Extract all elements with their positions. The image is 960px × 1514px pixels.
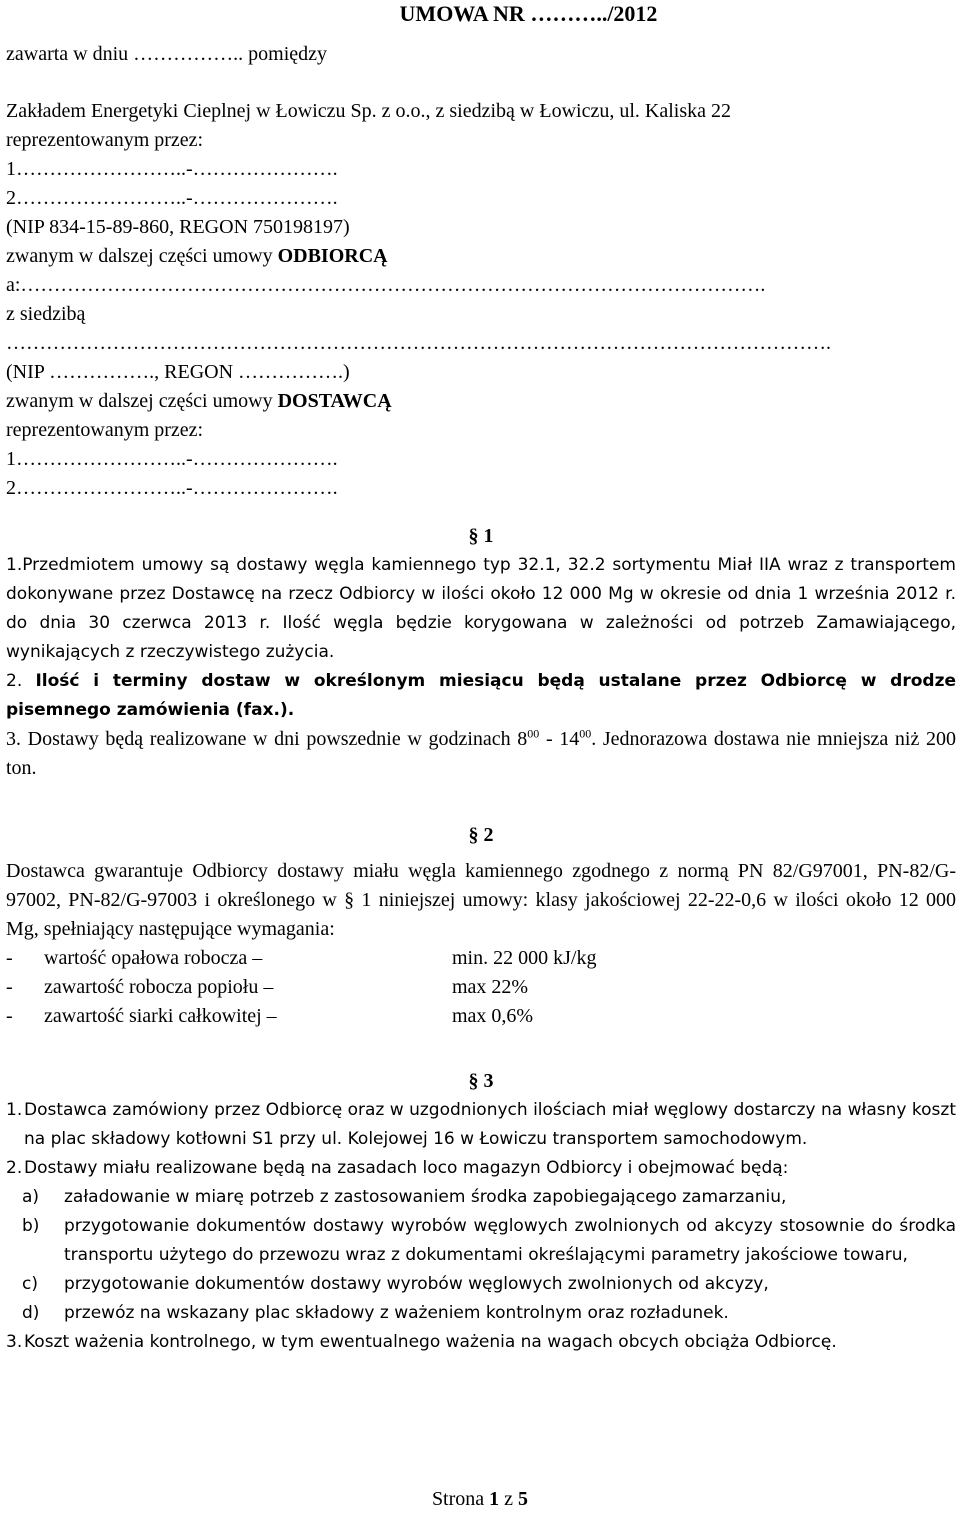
section-3-subitem	[6, 1212, 956, 1270]
subitem-text: przygotowanie dokumentów dostawy wyrobów węglowych zwolnionych od akcyzy stosownie do środka transportu użytego do przewozu wraz z dokumentami określającymi parametry jakościowe towaru,	[64, 1216, 956, 1265]
document-page	[6, 0, 956, 1357]
section-3-paragraph-3	[6, 1328, 956, 1357]
requirement-row	[6, 1002, 956, 1031]
buyer-role-text: zwanym w dalszej części umowy	[6, 245, 278, 267]
paragraph-text: Dostawy miału realizowane będą na zasadach loco magazyn Odbiorcy i obejmować będą:	[24, 1158, 789, 1178]
section-3-subitem	[6, 1299, 956, 1328]
section-1-paragraph-3-text-c: . Jednorazowa dostawa nie mniejsza niż 200 ton.	[6, 728, 956, 779]
list-dash: -	[6, 1005, 13, 1027]
list-dash: -	[6, 947, 13, 969]
supplier-name-line: a:………………………………………………………………………………………………….	[6, 274, 766, 296]
paragraph-number: 3.	[6, 1332, 23, 1352]
supplier-representative-1: 1……………………..-………………….	[6, 448, 338, 470]
paragraph-number: 1.	[6, 1100, 23, 1120]
requirement-row	[6, 944, 956, 973]
contract-title: UMOWA NR ………../2012	[399, 1, 658, 26]
section-1-paragraph-2-number: 2.	[6, 671, 36, 691]
section-2-heading: § 2	[468, 824, 494, 846]
requirement-name: wartość opałowa robocza –	[44, 947, 263, 969]
requirement-value: min. 22 000 kJ/kg	[452, 947, 597, 969]
requirements-list	[6, 944, 956, 1031]
section-3-subitem	[6, 1270, 956, 1299]
section-1-paragraph-1: 1.Przedmiotem umowy są dostawy węgla kamiennego typ 32.1, 32.2 sortymentu Miał IIA wraz z transportem dokonywane przez Dostawcę na rzecz Odbiorcy w ilości około 12 000 Mg w okresie od dnia 1 września 2012 r. do dnia 30 czerwca 2013 r. Ilość węgla będzie korygowana w zależności od potrzeb Zamawiającego, wynikających z rzeczywistego zużycia.	[6, 555, 956, 662]
list-dash: -	[6, 976, 13, 998]
section-1-paragraph-2-text: Ilość i terminy dostaw w określonym miesiącu będą ustalane przez Odbiorcę w drodze pisemnego zamówienia (fax.).	[6, 671, 957, 720]
section-1-paragraph-2	[6, 667, 956, 725]
requirement-value: max 0,6%	[452, 1005, 534, 1027]
subitem-label: c)	[22, 1274, 38, 1294]
section-3-paragraph-1	[6, 1096, 956, 1154]
buyer-role-line	[6, 242, 956, 271]
paragraph-number: 2.	[6, 1158, 23, 1178]
footer-total-pages: 5	[518, 1488, 529, 1510]
section-1-paragraph-3-text-b: - 14	[539, 728, 580, 750]
section-3-heading: § 3	[468, 1070, 494, 1092]
section-3-subitem	[6, 1183, 956, 1212]
footer-of-label: z	[499, 1488, 519, 1510]
requirement-name: zawartość siarki całkowitej –	[44, 1005, 277, 1027]
delivery-end-minutes: 00	[579, 726, 592, 741]
footer-page-label: Strona	[431, 1488, 490, 1510]
subitem-label: a)	[22, 1187, 40, 1207]
subitem-text: załadowanie w miarę potrzeb z zastosowaniem środka zapobiegającego zamarzaniu,	[64, 1187, 787, 1207]
section-2-paragraph: Dostawca gwarantuje Odbiorcy dostawy miału węgla kamiennego zgodnego z normą PN 82/G97001, PN-82/G-97002, PN-82/G-97003 i określonego w § 1 niniejszej umowy: klasy jakościowej 22-22-0,6 w ilości około 12 000 Mg, spełniający następujące wymagania:	[6, 860, 956, 940]
section-1-body	[6, 551, 956, 725]
supplier-represented-label: reprezentowanym przez:	[6, 419, 204, 441]
supplier-nip-regon: (NIP ……………., REGON …………….)	[6, 361, 350, 383]
supplier-representative-2: 2……………………..-………………….	[6, 477, 338, 499]
section-3-body	[6, 1096, 956, 1357]
supplier-seat-label: z siedzibą	[6, 303, 86, 325]
buyer-nip-regon: (NIP 834-15-89-860, REGON 750198197)	[6, 216, 350, 238]
supplier-role-name: DOSTAWCĄ	[277, 390, 392, 412]
supplier-role-line	[6, 387, 956, 416]
section-1-paragraph-3-text-a: 3. Dostawy będą realizowane w dni powszednie w godzinach 8	[6, 728, 528, 750]
section-1-heading: § 1	[468, 525, 494, 547]
subitem-label: d)	[22, 1303, 40, 1323]
contract-date-line: zawarta w dniu …………….. pomiędzy	[6, 43, 328, 65]
delivery-start-minutes: 00	[527, 726, 540, 741]
buyer-represented-label: reprezentowanym przez:	[6, 129, 204, 151]
requirement-row	[6, 973, 956, 1002]
subitem-text: przygotowanie dokumentów dostawy wyrobów węglowych zwolnionych od akcyzy,	[64, 1274, 769, 1294]
section-3-paragraph-2	[6, 1154, 956, 1183]
subitem-label: b)	[22, 1216, 40, 1236]
buyer-representative-2: 2……………………..-………………….	[6, 187, 338, 209]
page-footer	[0, 1485, 960, 1514]
buyer-representative-1: 1……………………..-………………….	[6, 158, 338, 180]
paragraph-text: Koszt ważenia kontrolnego, w tym ewentualnego ważenia na wagach obcych obciąża Odbiorcę.	[24, 1332, 837, 1352]
buyer-name-line: Zakładem Energetyki Cieplnej w Łowiczu Sp. z o.o., z siedzibą w Łowiczu, ul. Kaliska 22	[6, 100, 731, 122]
footer-current-page: 1	[489, 1488, 500, 1510]
paragraph-text: Dostawca zamówiony przez Odbiorcę oraz w uzgodnionych ilościach miał węglowy dostarczy na własny koszt na plac składowy kotłowni S1 przy ul. Kolejowej 16 w Łowiczu transportem samochodowym.	[24, 1100, 956, 1149]
supplier-seat-line: …………………………………………………………………………………………………………….	[6, 332, 831, 354]
subitem-text: przewóz na wskazany plac składowy z ważeniem kontrolnym oraz rozładunek.	[64, 1303, 729, 1323]
supplier-role-text: zwanym w dalszej części umowy	[6, 390, 278, 412]
requirement-value: max 22%	[452, 976, 529, 998]
buyer-role-name: ODBIORCĄ	[277, 245, 388, 267]
section-1-paragraph-3	[6, 725, 956, 783]
requirement-name: zawartość robocza popiołu –	[44, 976, 274, 998]
